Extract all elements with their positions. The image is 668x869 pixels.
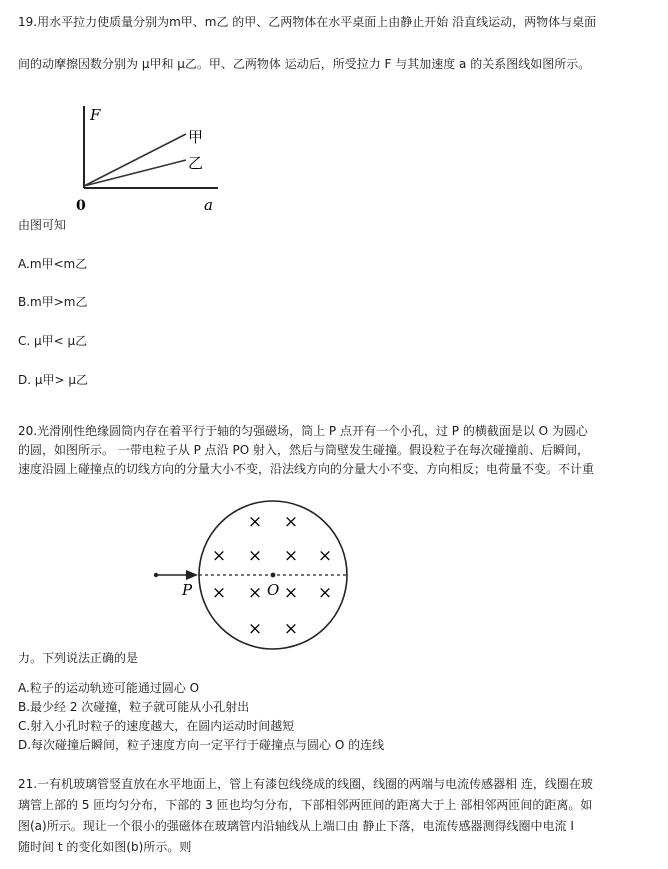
q19-option-b: B.m甲>m乙 (18, 295, 88, 309)
incident-arrow-icon (186, 570, 198, 580)
q19-option-a: A.m甲<m乙 (18, 257, 88, 271)
field-cross: × (283, 583, 299, 603)
particle-dot (154, 573, 158, 577)
center-dot (271, 573, 276, 578)
q21-line1: 21.一有机玻璃管竖直放在水平地面上，管上有漆包线绕成的线圈，线圈的两端与电流传感器相 连，线圈在玻 (18, 777, 593, 791)
field-cross: × (283, 546, 299, 566)
q19-line2: 间的动摩擦因数分别为 μ甲和 μ乙。甲、乙两物体 运动后，所受拉力 F 与其加速度 a 的关系图线如图所示。 (18, 57, 591, 71)
field-cross: × (283, 512, 299, 532)
field-cross: × (247, 583, 263, 603)
q19-option-c: C. μ甲< μ乙 (18, 334, 88, 348)
field-cross: × (317, 546, 333, 566)
q20-line1: 20.光滑刚性绝缘圆筒内存在着平行于轴的匀强磁场，筒上 P 点开有一个小孔，过 P 的横截面是以 O 为圆心 (18, 424, 588, 438)
q20-option-c: C.射入小孔时粒子的速度越大，在圆内运动时间越短 (18, 719, 295, 733)
q21-line3: 图(a)所示。现让一个很小的强磁体在玻璃管内沿轴线从上端口由 静止下落，电流传感器测得线圈中电流 I (18, 819, 574, 833)
q21-line2: 璃管上部的 5 匝均匀分布，下部的 3 匝也均匀分布，下部相邻两匝间的距离大于上 部相邻两匝间的距离。如 (18, 798, 593, 812)
line-jia (84, 134, 186, 186)
q20-option-a: A.粒子的运动轨迹可能通过圆心 O (18, 681, 200, 695)
q20-magnetic-cylinder-figure (150, 497, 360, 657)
q20-line4: 力。下列说法正确的是 (18, 651, 139, 665)
field-cross: × (247, 546, 263, 566)
line-jia-label: 甲 (188, 128, 204, 146)
field-cross: × (247, 512, 263, 532)
q19-line1: 19.用水平拉力使质量分别为m甲、m乙 的甲、乙两物体在水平桌面上由静止开始 沿直线运动，两物体与桌面 (18, 15, 597, 29)
q20-line3: 速度沿圆上碰撞点的切线方向的分量大小不变，沿法线方向的分量大小不变、方向相反；电荷量不变。不计重 (18, 462, 595, 476)
q20-option-d: D.每次碰撞后瞬间，粒子速度方向一定平行于碰撞点与圆心 O 的连线 (18, 738, 385, 752)
q20-line2: 的圆，如图所示。 一带电粒子从 P 点沿 PO 射入，然后与筒壁发生碰撞。假设粒子在每次碰撞前、后瞬间， (18, 443, 589, 457)
q20-option-b: B.最少经 2 次碰撞，粒子就可能从小孔射出 (18, 700, 250, 714)
field-cross: × (211, 546, 227, 566)
line-yi-label: 乙 (188, 154, 204, 172)
origin-label: 0 (76, 198, 86, 214)
field-cross: × (211, 583, 227, 603)
y-axis-label: F (90, 106, 101, 124)
field-cross: × (247, 619, 263, 639)
field-cross: × (317, 583, 333, 603)
q19-option-d: D. μ甲> μ乙 (18, 373, 89, 387)
line-yi (84, 160, 186, 186)
center-o-label: O (267, 581, 280, 599)
point-p-label: P (182, 581, 193, 599)
x-axis-label: a (204, 196, 213, 214)
q19-conclusion: 由图可知 (18, 218, 67, 232)
q19-force-acceleration-graph (68, 100, 228, 215)
q21-line4: 随时间 t 的变化如图(b)所示。则 (18, 840, 192, 854)
field-cross: × (283, 619, 299, 639)
